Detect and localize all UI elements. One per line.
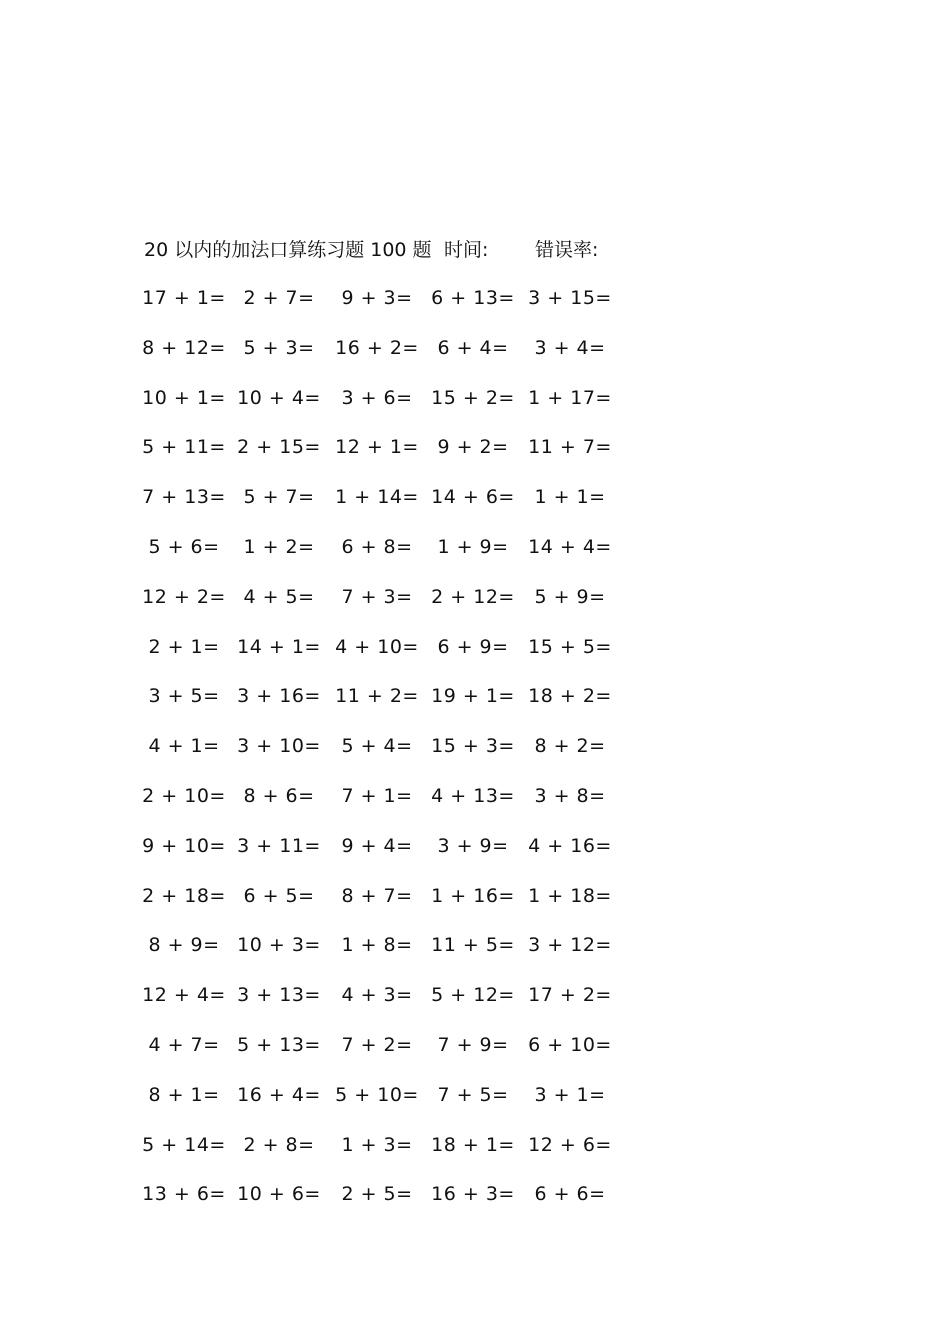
problem-cell: 10 + 4=	[237, 386, 321, 409]
problem-cell: 8 + 12=	[142, 336, 226, 359]
problem-cell: 9 + 4=	[341, 834, 413, 857]
problem-cell: 3 + 1=	[534, 1083, 606, 1106]
problem-cell: 7 + 13=	[142, 486, 226, 509]
problem-cell: 14 + 6=	[431, 486, 515, 509]
problem-row	[140, 332, 630, 382]
problem-cell: 19 + 1=	[431, 685, 515, 708]
problem-cell: 3 + 9=	[437, 834, 509, 857]
problem-cell: 5 + 14=	[142, 1133, 226, 1156]
problem-row	[140, 531, 630, 581]
problem-cell: 8 + 1=	[148, 1083, 220, 1106]
time-label: 时间:	[444, 239, 489, 261]
problem-cell: 12 + 1=	[335, 436, 419, 459]
problem-cell: 2 + 1=	[148, 635, 220, 658]
problem-cell: 5 + 11=	[142, 436, 226, 459]
problem-cell: 10 + 6=	[237, 1183, 321, 1206]
problem-cell: 6 + 10=	[528, 1033, 612, 1056]
problem-cell: 6 + 5=	[243, 884, 315, 907]
worksheet-title: 20 以内的加法口算练习题 100 题	[144, 239, 432, 261]
problem-cell: 2 + 8=	[243, 1133, 315, 1156]
problem-row	[140, 1178, 630, 1228]
problem-row	[140, 979, 630, 1029]
problem-cell: 5 + 4=	[341, 735, 413, 758]
problem-cell: 4 + 16=	[528, 834, 612, 857]
problem-row	[140, 1029, 630, 1079]
problem-cell: 16 + 2=	[335, 336, 419, 359]
problem-cell: 3 + 6=	[341, 386, 413, 409]
problem-cell: 1 + 1=	[534, 486, 606, 509]
problem-cell: 7 + 9=	[437, 1033, 509, 1056]
problem-cell: 4 + 5=	[243, 585, 315, 608]
problem-row	[140, 431, 630, 481]
problem-row	[140, 581, 630, 631]
problem-cell: 15 + 5=	[528, 635, 612, 658]
problem-row	[140, 481, 630, 531]
problem-cell: 6 + 6=	[534, 1183, 606, 1206]
problem-row	[140, 780, 630, 830]
problem-cell: 13 + 6=	[142, 1183, 226, 1206]
problem-cell: 6 + 8=	[341, 535, 413, 558]
problem-cell: 14 + 1=	[237, 635, 321, 658]
problem-cell: 3 + 8=	[534, 784, 606, 807]
problem-row	[140, 880, 630, 930]
problem-cell: 1 + 16=	[431, 884, 515, 907]
problem-cell: 3 + 4=	[534, 336, 606, 359]
problem-row	[140, 929, 630, 979]
problem-cell: 12 + 6=	[528, 1133, 612, 1156]
problem-cell: 10 + 3=	[237, 934, 321, 957]
problem-cell: 3 + 12=	[528, 934, 612, 957]
problem-cell: 17 + 1=	[142, 287, 226, 309]
problem-cell: 18 + 1=	[431, 1133, 515, 1156]
problem-cell: 8 + 9=	[148, 934, 220, 957]
problem-cell: 5 + 6=	[148, 535, 220, 558]
problem-cell: 1 + 14=	[335, 486, 419, 509]
problem-cell: 3 + 13=	[237, 984, 321, 1007]
problem-cell: 15 + 2=	[431, 386, 515, 409]
problem-row	[140, 680, 630, 730]
problem-cell: 3 + 10=	[237, 735, 321, 758]
problem-cell: 7 + 5=	[437, 1083, 509, 1106]
problem-row	[140, 631, 630, 681]
problem-cell: 4 + 1=	[148, 735, 220, 758]
problem-row	[140, 1079, 630, 1129]
problem-cell: 5 + 10=	[335, 1083, 419, 1106]
problem-cell: 3 + 15=	[528, 287, 612, 309]
problem-cell: 1 + 9=	[437, 535, 509, 558]
problem-cell: 2 + 5=	[341, 1183, 413, 1206]
problem-cell: 8 + 2=	[534, 735, 606, 758]
problem-cell: 2 + 12=	[431, 585, 515, 608]
problem-cell: 17 + 2=	[528, 984, 612, 1007]
problem-cell: 8 + 6=	[243, 784, 315, 807]
problem-cell: 1 + 8=	[341, 934, 413, 957]
problem-cell: 6 + 9=	[437, 635, 509, 658]
problem-cell: 3 + 16=	[237, 685, 321, 708]
problem-cell: 5 + 13=	[237, 1033, 321, 1056]
problem-cell: 9 + 2=	[437, 436, 509, 459]
problem-cell: 2 + 18=	[142, 884, 226, 907]
problem-cell: 16 + 3=	[431, 1183, 515, 1206]
problem-cell: 18 + 2=	[528, 685, 612, 708]
problem-cell: 1 + 18=	[528, 884, 612, 907]
problem-cell: 10 + 1=	[142, 386, 226, 409]
problem-cell: 11 + 2=	[335, 685, 419, 708]
problem-row	[140, 830, 630, 880]
problem-cell: 2 + 7=	[243, 287, 315, 309]
problem-cell: 5 + 7=	[243, 486, 315, 509]
problem-cell: 15 + 3=	[431, 735, 515, 758]
problem-cell: 4 + 3=	[341, 984, 413, 1007]
problem-cell: 12 + 4=	[142, 984, 226, 1007]
problem-row	[140, 730, 630, 780]
problem-cell: 11 + 7=	[528, 436, 612, 459]
problem-cell: 7 + 2=	[341, 1033, 413, 1056]
problem-cell: 12 + 2=	[142, 585, 226, 608]
problem-cell: 3 + 5=	[148, 685, 220, 708]
problem-cell: 8 + 7=	[341, 884, 413, 907]
problem-row	[140, 382, 630, 432]
problem-row	[140, 1129, 630, 1179]
problem-cell: 5 + 12=	[431, 984, 515, 1007]
problem-row	[140, 282, 630, 332]
problem-cell: 1 + 2=	[243, 535, 315, 558]
problem-cell: 1 + 17=	[528, 386, 612, 409]
problem-cell: 2 + 15=	[237, 436, 321, 459]
problem-cell: 4 + 13=	[431, 784, 515, 807]
problem-cell: 1 + 3=	[341, 1133, 413, 1156]
problem-cell: 2 + 10=	[142, 784, 226, 807]
problem-cell: 9 + 10=	[142, 834, 226, 857]
problem-cell: 6 + 13=	[431, 287, 515, 309]
problem-cell: 16 + 4=	[237, 1083, 321, 1106]
problem-cell: 11 + 5=	[431, 934, 515, 957]
problem-cell: 3 + 11=	[237, 834, 321, 857]
problem-cell: 5 + 9=	[534, 585, 606, 608]
problem-cell: 9 + 3=	[341, 287, 413, 309]
error-rate-label: 错误率:	[535, 239, 599, 261]
problem-cell: 7 + 3=	[341, 585, 413, 608]
problem-cell: 4 + 7=	[148, 1033, 220, 1056]
problem-cell: 14 + 4=	[528, 535, 612, 558]
problem-cell: 4 + 10=	[335, 635, 419, 658]
problem-grid	[140, 282, 630, 1228]
problem-cell: 7 + 1=	[341, 784, 413, 807]
problem-cell: 6 + 4=	[437, 336, 509, 359]
problem-cell: 5 + 3=	[243, 336, 315, 359]
